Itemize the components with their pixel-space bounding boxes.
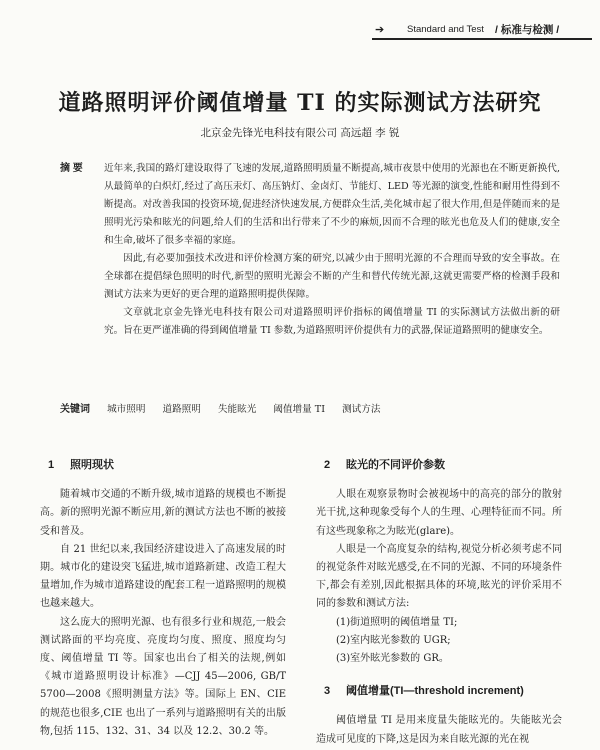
section-2-heading: 2 眩光的不同评价参数 (324, 459, 445, 471)
header-english: Standard and Test (407, 24, 484, 35)
abstract-paragraph: 文章就北京金先锋光电科技有限公司对道路照明评价指标的阈值增量 TI 的实际测试方法做出新的研究。旨在更严谨准确的得到阈值增量 TI 参数,为道路照明评价提供有力的武器,保证道路照明的健康安全。 (104, 307, 560, 336)
body-paragraph: 这么庞大的照明光源、也有很多行业和规范,一般会测试路面的平均亮度、亮度均匀度、照度、照度均匀度、阈值增量 TI 等。国家也出台了相关的法规,例如《城市道路照明设计标准》—CJJ 45—2006, GB/T 5700—2008《照明测量方法》等。国际上 EN、CIE 的规范也很多,CIE 也出了一系列与道路照明有关的出版物,包括 115、132、31、34 以及 12.2、30.2 等。 (40, 616, 286, 737)
list-item: (2)室内眩光参数的 UGR; (336, 634, 451, 646)
body-paragraph: 人眼是一个高度复杂的结构,视觉分析必须考虑不同的视觉条件对眩光感受,在不同的光源、不同的环境条件下,都会有差别,因此根据具体的环境,眩光的评价采用不同的参数和测试方法: (316, 543, 562, 610)
abstract-paragraph: 近年来,我国的路灯建设取得了飞速的发展,道路照明质量不断提高,城市夜景中使用的光源也在不断更新换代,从最简单的白炽灯,经过了高压汞灯、高压钠灯、金卤灯、节能灯、LED 等光源的演变,性能和耐用性得到不断提高。对改善我国的投资环境,促进经济快速发展,方便群众生活,美化城市起了很大作用,但是伴随而来的是照明光污染和眩光的问题,给人们的生活和出行带来了不少的麻烦,因而不合理的眩光也危及人们的健康,安全和生命,破坏了很多幸福的家庭。 (104, 163, 560, 246)
keywords-label: 关键词 (60, 404, 90, 415)
right-column (316, 456, 562, 749)
header-chinese: / 标准与检测 / (495, 24, 560, 36)
paper-title: 道路照明评价阈值增量 TI 的实际测试方法研究 (58, 90, 542, 116)
keyword: 道路照明 (162, 404, 201, 415)
keyword: 测试方法 (342, 404, 381, 415)
abstract-paragraph: 因此,有必要加强技术改进和评价检测方案的研究,以减少由于照明光源的不合理而导致的安全事故。在全球都在提倡绿色照明的时代,新型的照明光源会不断的产生和替代传统光源,这就更需要严格的检测手段和测试方法来为更好的更合理的道路照明提供保障。 (104, 253, 560, 300)
body-paragraph: 随着城市交通的不断升级,城市道路的规模也不断提高。新的照明光源不断应用,新的测试方法也不断的被接受和普及。 (40, 489, 286, 537)
header-rule (372, 38, 592, 40)
body-paragraph: 自 21 世纪以来,我国经济建设进入了高速发展的时期。城市化的建设突飞猛进,城市道路新建、改造工程大量增加,作为城市道路建设的配套工程一道路照明的规模也越来越大。 (40, 543, 286, 610)
list-item: (1)街道照明的阈值增量 TI; (336, 616, 458, 628)
section-3-heading: 3 阈值增量(TI—threshold increment) (324, 685, 524, 698)
left-column (40, 456, 286, 741)
running-header (375, 22, 590, 38)
body-paragraph: 人眼在观察景物时会被视场中的高亮的部分的散射光干扰,这种现象受每个人的生理、心理特征而不同。所有这些现象称之为眩光(glare)。 (316, 489, 562, 537)
keywords (60, 400, 560, 415)
keyword: 阈值增量 TI (273, 404, 325, 415)
keyword: 城市照明 (107, 404, 146, 415)
keyword: 失能眩光 (217, 404, 257, 415)
arrow-icon: ➔ (375, 24, 385, 36)
section-1-heading: 1 照明现状 (48, 459, 114, 471)
authors: 北京金先锋光电科技有限公司 高远超 李 锐 (200, 127, 400, 139)
abstract-label: 摘 要 (60, 163, 83, 174)
body-paragraph: 阈值增量 TI 是用来度量失能眩光的。失能眩光会造成可见度的下降,这是因为来自眩光源的光在视 (316, 715, 562, 745)
list-item: (3)室外眩光参数的 GR。 (336, 653, 449, 665)
abstract (60, 160, 560, 340)
